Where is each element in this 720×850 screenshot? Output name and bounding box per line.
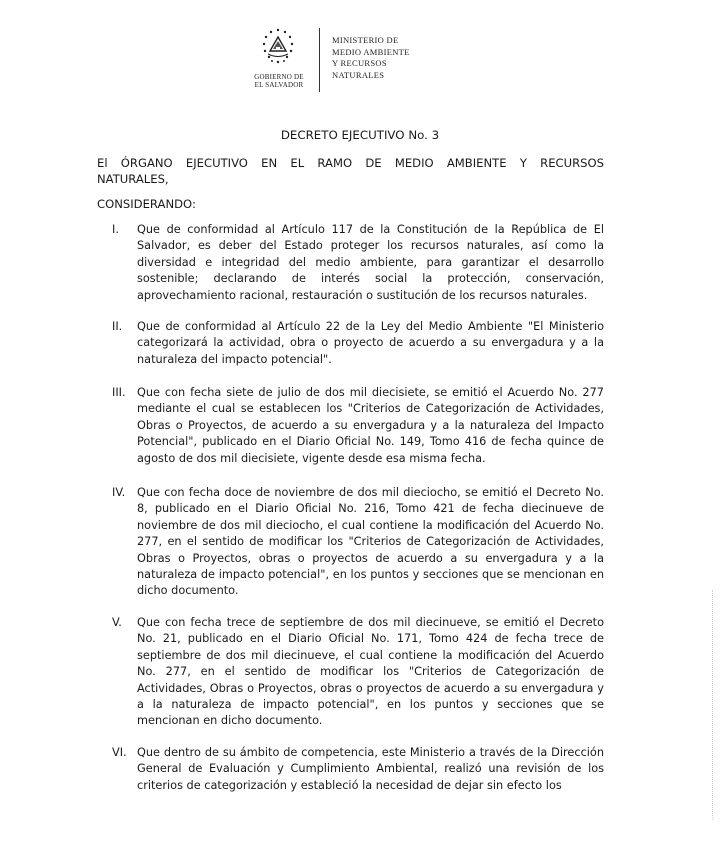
considerando-item (112, 745, 604, 794)
scan-edge-mark (712, 590, 717, 820)
considerando-item (112, 485, 604, 600)
item-number: I. (112, 223, 119, 236)
item-number: VI. (112, 746, 127, 759)
seal-caption-line: EL SALVADOR (254, 81, 304, 89)
item-number: III. (112, 386, 126, 399)
considerando-item (112, 319, 604, 368)
national-seal-icon (250, 26, 306, 72)
ministry-line: Y RECURSOS (332, 58, 387, 68)
item-text: Que de conformidad al Artículo 22 de la Ley del Medio Ambiente "El Ministerio categorizará la actividad, obra o proyecto de acuerdo a su envergadura y a la naturaleza del impacto potencial". (137, 320, 604, 366)
considerando-item (112, 385, 604, 467)
considerando-item (112, 615, 604, 730)
ministry-line: MINISTERIO DE (332, 35, 399, 45)
item-number: V. (112, 616, 122, 629)
seal-caption-line: GOBIERNO DE (254, 73, 304, 81)
ministry-name (332, 35, 410, 81)
considerando-item (112, 222, 604, 304)
considerando-label: CONSIDERANDO: (97, 197, 196, 211)
item-text: Que dentro de su ámbito de competencia, este Ministerio a través de la Dirección General de Evaluación y Cumplimiento Ambiental, realizó una revisión de los criterios de categorización y estableció la necesidad de dejar sin efecto los (137, 746, 604, 792)
item-text: Que con fecha trece de septiembre de dos mil diecinueve, se emitió el Decreto No. 21, publicado en el Diario Oficial No. 171, Tomo 424 de fecha trece de septiembre de dos mil diecinueve, el cual contiene la modificación del Acuerdo No. 277, en el sentido de modificar los "Criterios de Categorización de Actividades, Obras o Proyectos, obras o proyectos de acuerdo a su envergadura y a la naturaleza de impacto potencial", en los puntos y secciones que se mencionan en dicho documento. (137, 616, 604, 728)
ministry-line: MEDIO AMBIENTE (332, 46, 410, 57)
item-text: Que con fecha siete de julio de dos mil diecisiete, se emitió el Acuerdo No. 277 mediante el cual se establecen los "Criterios de Categorización de Actividades, Obras o Proyectos, de acuerdo a su envergadura y a la naturaleza del Impacto Potencial", publicado en el Diario Oficial No. 149, Tomo 416 de fecha quince de agosto de dos mil diecisiete, vigente desde esa misma fecha. (137, 386, 604, 465)
item-text: Que de conformidad al Artículo 117 de la Constitución de la República de El Salvador, es deber del Estado proteger los recursos naturales, así como la diversidad e integridad del medio ambiente, para garantizar el desarrollo sostenible; declarando de interés social la protección, conservación, aprovechamiento racional, restauración o sustitución de los recursos naturales. (137, 223, 604, 302)
item-text: Que con fecha doce de noviembre de dos mil dieciocho, se emitió el Decreto No. 8, publicado en el Diario Oficial No. 216, Tomo 421 de fecha diecinueve de noviembre de dos mil dieciocho, el cual contiene la modificación del Acuerdo No. 277, en el sentido de modificar los "Criterios de Categorización de Actividades, Obras o Proyectos, obras o proyectos de acuerdo a su envergadura y a la naturaleza de impacto potencial", en los puntos y secciones que se mencionan en dicho documento. (137, 486, 604, 598)
ministry-line: NATURALES (332, 69, 385, 80)
item-number: IV. (112, 486, 126, 499)
document-title: DECRETO EJECUTIVO No. 3 (280, 128, 440, 142)
document-heading: El ÓRGANO EJECUTIVO EN EL RAMO DE MEDIO AMBIENTE Y RECURSOS NATURALES, (97, 156, 604, 186)
letterhead (248, 26, 448, 96)
seal-caption (244, 73, 314, 89)
letterhead-divider (319, 28, 320, 92)
item-number: II. (112, 320, 123, 333)
